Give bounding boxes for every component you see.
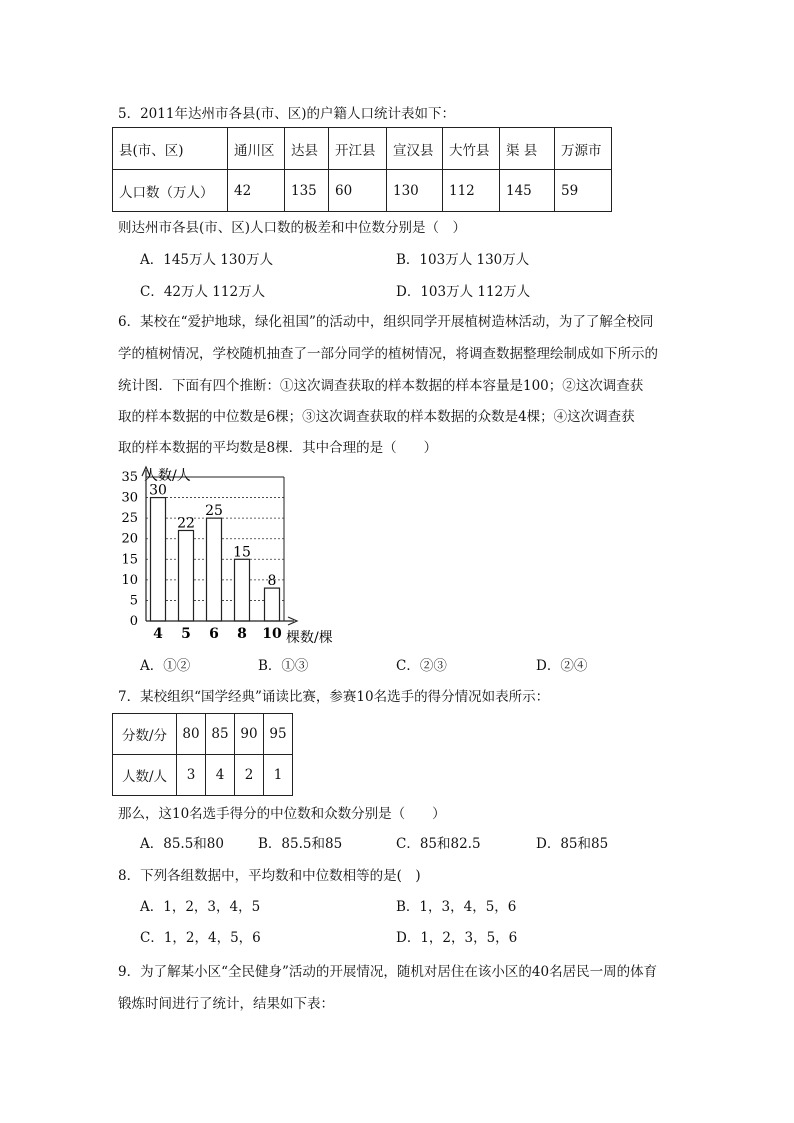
- q6-option-a: A．①②: [140, 658, 191, 674]
- bar-value-label: 25: [205, 503, 223, 520]
- bar-value-label: 8: [267, 573, 277, 590]
- bar: [265, 588, 280, 621]
- q5-stem: 5．2011年达州市各县(市、区)的户籍人口统计表如下：: [118, 106, 455, 122]
- table-cell: 县(市、区): [113, 128, 228, 170]
- q5-question: 则达州市各县(市、区)人口数的极差和中位数分别是（ ）: [118, 220, 467, 236]
- y-tick-label: 20: [121, 531, 138, 547]
- q8-option-d: D．1，2，3，5，6: [396, 930, 518, 946]
- table-cell: 112: [443, 170, 500, 212]
- table-cell: 80: [177, 714, 206, 755]
- y-tick-label: 0: [129, 614, 138, 629]
- bar: [151, 498, 166, 621]
- y-tick-label: 25: [121, 511, 138, 527]
- q5-option-d: D．103万人 112万人: [396, 284, 531, 300]
- table-row: [113, 755, 293, 796]
- q7-stem: 7．某校组织“国学经典”诵读比赛，参赛10名选手的得分情况如表所示：: [118, 689, 550, 705]
- q8-option-a: A．1，2，3，4，5: [140, 899, 261, 915]
- x-tick-label: 8: [237, 626, 247, 642]
- table-row: [113, 714, 293, 755]
- table-cell: 分数/分: [113, 714, 177, 755]
- y-tick-label: 35: [121, 470, 138, 485]
- x-tick-label: 6: [209, 626, 219, 642]
- bar-value-label: 22: [177, 515, 195, 532]
- q6-line-5: 取的样本数据的平均数是8棵．其中合理的是（ ）: [118, 440, 438, 456]
- q6-option-d: D．②④: [536, 658, 588, 674]
- table-cell: 95: [264, 714, 293, 755]
- q5-option-b: B．103万人 130万人: [396, 252, 530, 268]
- q7-option-b: B．85.5和85: [258, 836, 343, 852]
- q6-line-2: 学的植树情况，学校随机抽查了一部分同学的植树情况，将调查数据整理绘制成如下所示的: [118, 346, 658, 362]
- table-row: [113, 170, 612, 212]
- table-cell: 1: [264, 755, 293, 796]
- q6-line-1: 6．某校在“爱护地球，绿化祖国”的活动中，组织同学开展植树造林活动，为了了解全校同: [118, 314, 654, 330]
- q8-option-b: B．1，3，4，5，6: [396, 899, 517, 915]
- q5-option-c: C．42万人 112万人: [140, 284, 266, 300]
- table-cell: 59: [555, 170, 612, 212]
- table-row: [113, 128, 612, 170]
- x-tick-label: 5: [181, 626, 191, 642]
- table-cell: 大竹县: [443, 128, 500, 170]
- q7-score-table: [112, 713, 293, 796]
- table-cell: 4: [206, 755, 235, 796]
- table-cell: 宣汉县: [387, 128, 443, 170]
- y-axis-label: 人数/人: [144, 468, 191, 484]
- table-cell: 人口数（万人）: [113, 170, 228, 212]
- q5-option-a: A．145万人 130万人: [140, 252, 274, 268]
- table-cell: 达县: [285, 128, 329, 170]
- table-cell: 135: [285, 170, 329, 212]
- q9-line-1: 9．为了解某小区“全民健身”活动的开展情况，随机对居住在该小区的40名居民一周的体育: [118, 964, 658, 980]
- y-tick-label: 30: [121, 490, 138, 506]
- q7-option-d: D．85和85: [536, 836, 609, 852]
- q6-line-4: 取的样本数据的中位数是6棵；③这次调查获取的样本数据的众数是4棵；④这次调查获: [118, 409, 635, 425]
- x-tick-label: 4: [153, 626, 163, 642]
- table-cell: 90: [235, 714, 264, 755]
- table-cell: 145: [500, 170, 555, 212]
- q7-option-a: A．85.5和80: [140, 836, 224, 852]
- bar-value-label: 15: [233, 544, 251, 561]
- q9-line-2: 锻炼时间进行了统计，结果如下表：: [118, 996, 334, 1012]
- table-cell: 渠 县: [500, 128, 555, 170]
- q6-option-c: C．②③: [396, 658, 447, 674]
- bar: [207, 518, 222, 621]
- table-cell: 万源市: [555, 128, 612, 170]
- y-tick-label: 15: [121, 552, 138, 568]
- table-cell: 人数/人: [113, 755, 177, 796]
- q5-population-table: [112, 127, 612, 212]
- table-cell: 开江县: [329, 128, 387, 170]
- table-cell: 42: [228, 170, 285, 212]
- q7-option-c: C．85和82.5: [396, 836, 481, 852]
- bar-value-label: 30: [149, 482, 167, 499]
- table-cell: 85: [206, 714, 235, 755]
- bar: [235, 559, 250, 621]
- table-cell: 2: [235, 755, 264, 796]
- table-cell: 3: [177, 755, 206, 796]
- tree-planting-bar-chart: [110, 462, 350, 647]
- q8-option-c: C．1，2，4，5，6: [140, 930, 261, 946]
- y-tick-label: 10: [121, 572, 138, 588]
- table-cell: 通川区: [228, 128, 285, 170]
- q7-question: 那么，这10名选手得分的中位数和众数分别是（ ）: [118, 806, 446, 822]
- bar: [179, 530, 194, 621]
- y-tick-label: 5: [129, 593, 138, 609]
- q6-option-b: B．①③: [258, 658, 309, 674]
- q6-line-3: 统计图．下面有四个推断：①这次调查获取的样本数据的样本容量是100；②这次调查获: [118, 378, 644, 394]
- q8-stem: 8．下列各组数据中，平均数和中位数相等的是( ): [118, 868, 421, 884]
- table-cell: 130: [387, 170, 443, 212]
- x-tick-label: 10: [262, 626, 282, 642]
- table-cell: 60: [329, 170, 387, 212]
- x-axis-label: 棵数/棵: [286, 630, 333, 646]
